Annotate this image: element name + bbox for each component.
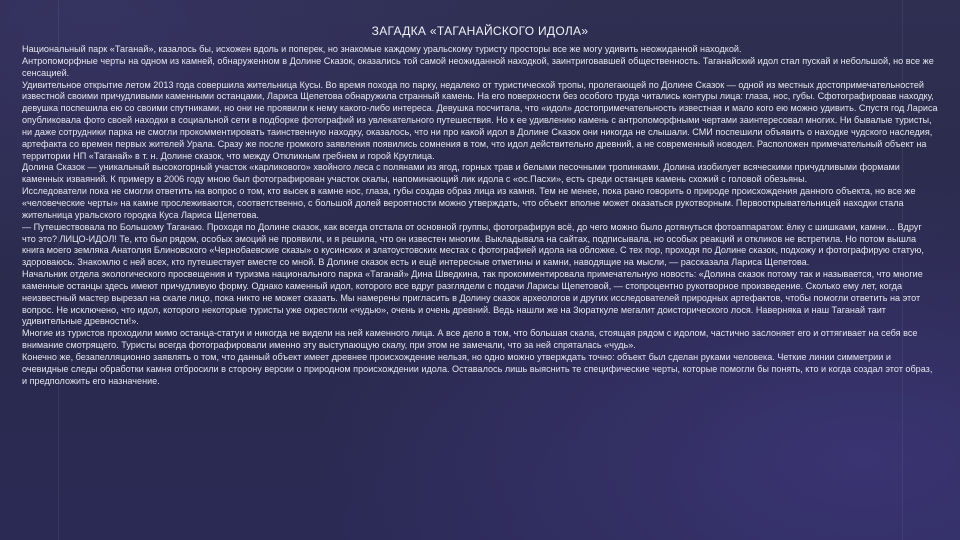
paragraph: — Путешествовала по Большому Таганаю. Проходя по Долине сказок, как всегда отстала от основной группы, фотографируя всё, до чего можно было дотянуться фотоаппаратом: ёлку с шишками, камни… Вдруг что это? ЛИЦО-ИДОЛ! Те, кто был рядом, особых эмоций не проявили, и я решила, что он известен многим. Выкладывала на сайтах, подписывала, но особых реакций и откликов не встретила. Но потом вышла книга моего земляка Анатолия Блиновского «Чернобаевские сказы» о кусинских и златоустовских местах с фотографией идола на обложке. С тех пор, проходя по Долине сказок, подхожу и фотографирую статую, здороваюсь. Знакомлю с ней всех, кто путешествует вместе со мной. В Долине сказок есть и ещё интересные отметины и камни, наводящие на мысли, — рассказала Лариса Щепетова. — [22, 221, 924, 268]
paragraph: Долина Сказок — уникальный высокогорный участок «карликового» хвойного леса с полянами из ягод, горных трав и белыми песочными тропинками. Долина изобилует всяческими причудливыми формами каменных изваяний. К примеру в 2006 году мною был фотографирован участок скалы, напоминающий лик идола с «ос.Пасхи», есть среди останцев камень схожий с головой обезьяны. — [22, 162, 900, 185]
paragraph: Исследователи пока не смогли ответить на вопрос о том, кто высек в камне нос, глаза, губы создав образ лица из камня. Тем не менее, пока рано говорить о природе происхождения данного объекта, но все же «человеческие черты» на камне прослеживаются, соответственно, с большой долей вероятности можно утверждать, что объект вполне может оказаться рукотворным. Первооткрывательницей находки стала жительница уральского городка Куса Лариса Щепетова. — [22, 186, 916, 220]
paragraph: Удивительное открытие летом 2013 года совершила жительница Кусы. Во время похода по парку, недалеко от туристической тропы, пролегающей по Долине Сказок — одной из местных достопримечательностей известной своими причудливыми каменными останцами, Лариса Щепетова обнаружила странный камень. На его поверхности без особого труда читались контуры лица: глаза, нос, губы. Сфотографировав находку, девушка поспешила ею со своими спутниками, но они не проявили к нему какого-либо интереса. Девушка посчитала, что «идол» достопримечательность известная и мало кого ею можно удивить. Спустя год Лариса опубликовала фото своей находки в социальной сети в подборке фотографий из увлекательного путешествия. Но к ее удивлению камень с антропоморфными чертами заинтересовал многих. Ни бывалые туристы, ни даже сотрудники парка не смогли прокомментировать таинственную находку, оказалось, что ни про какой идол в Долине Сказок они никогда не слышали. СМИ поспешили объявить о находке чудского наследия, артефакта со времен первых жителей Урала. Сразу же после громкого заявления появились сомнения в том, что идол действительно древний, а не современный новодел. Расположен примечательный объект на территории НП «Таганай» в т. н. Долине сказок, что между Откликным гребнем и горой Круглица. — [22, 79, 938, 161]
paragraph: Антропоморфные черты на одном из камней, обнаруженном в Долине Сказок, оказались той самой неожиданной находкой, заинтриговавшей общественность. Таганайский идол стал пускай и небольшой, но все же сенсацией. — [22, 55, 934, 78]
paragraph: Многие из туристов проходили мимо останца-статуи и никогда не видели на ней каменного лица. А все дело в том, что большая скала, стоящая рядом с идолом, частично заслоняет его и оттягивает на себя все внимание смотрящего. Туристы всегда фотографировали именно эту выступающую скалу, при этом не замечали, что за ней спряталась «чудь». — [22, 328, 918, 351]
slide-title: ЗАГАДКА «ТАГАНАЙСКОГО ИДОЛА» — [371, 24, 589, 38]
slide-body — [22, 44, 938, 540]
paragraph: Конечно же, безапелляционно заявлять о том, что данный объект имеет древнее происхождение нельзя, но одно можно утверждать точно: объект был сделан руками человека. Четкие линии симметрии и очевидные следы обработки камня отбросили в сторону версии о природном происхождении идола. Оставалось лишь выяснить те специфические черты, которые помогли бы понять, кто и когда создал этот образ, и предположить его назначение. — [22, 351, 933, 386]
paragraph: Начальник отдела экологического просвещения и туризма национального парка «Таганай» Дина Шведкина, так прокомментировала примечательную новость: «Долина сказок потому так и называется, что многие каменные останцы здесь имеют причудливую форму. Однако каменный идол, которого все вдруг разглядели с подачи Ларисы Щепетовой, — стопроцентно рукотворное произведение. Сколько ему лет, когда неизвестный мастер вырезал на скале лицо, пока никто не может сказать. Мы намерены пригласить в Долину сказок археологов и других исследователей природных артефактов, чтобы помогли ответить на этот вопрос. Не исключено, что идол, которого некоторые туристы уже окрестили «чудью», очень и очень древний. Ведь нашли же на Зюраткуле мегалит доисторического лося. Наверняка и наш Таганай таит удивительные древности!». — [22, 269, 923, 327]
paragraph: Национальный парк «Таганай», казалось бы, исхожен вдоль и поперек, но знакомые каждому уральскому туристу просторы все же могу удивить неожиданной находкой. — [22, 44, 742, 54]
